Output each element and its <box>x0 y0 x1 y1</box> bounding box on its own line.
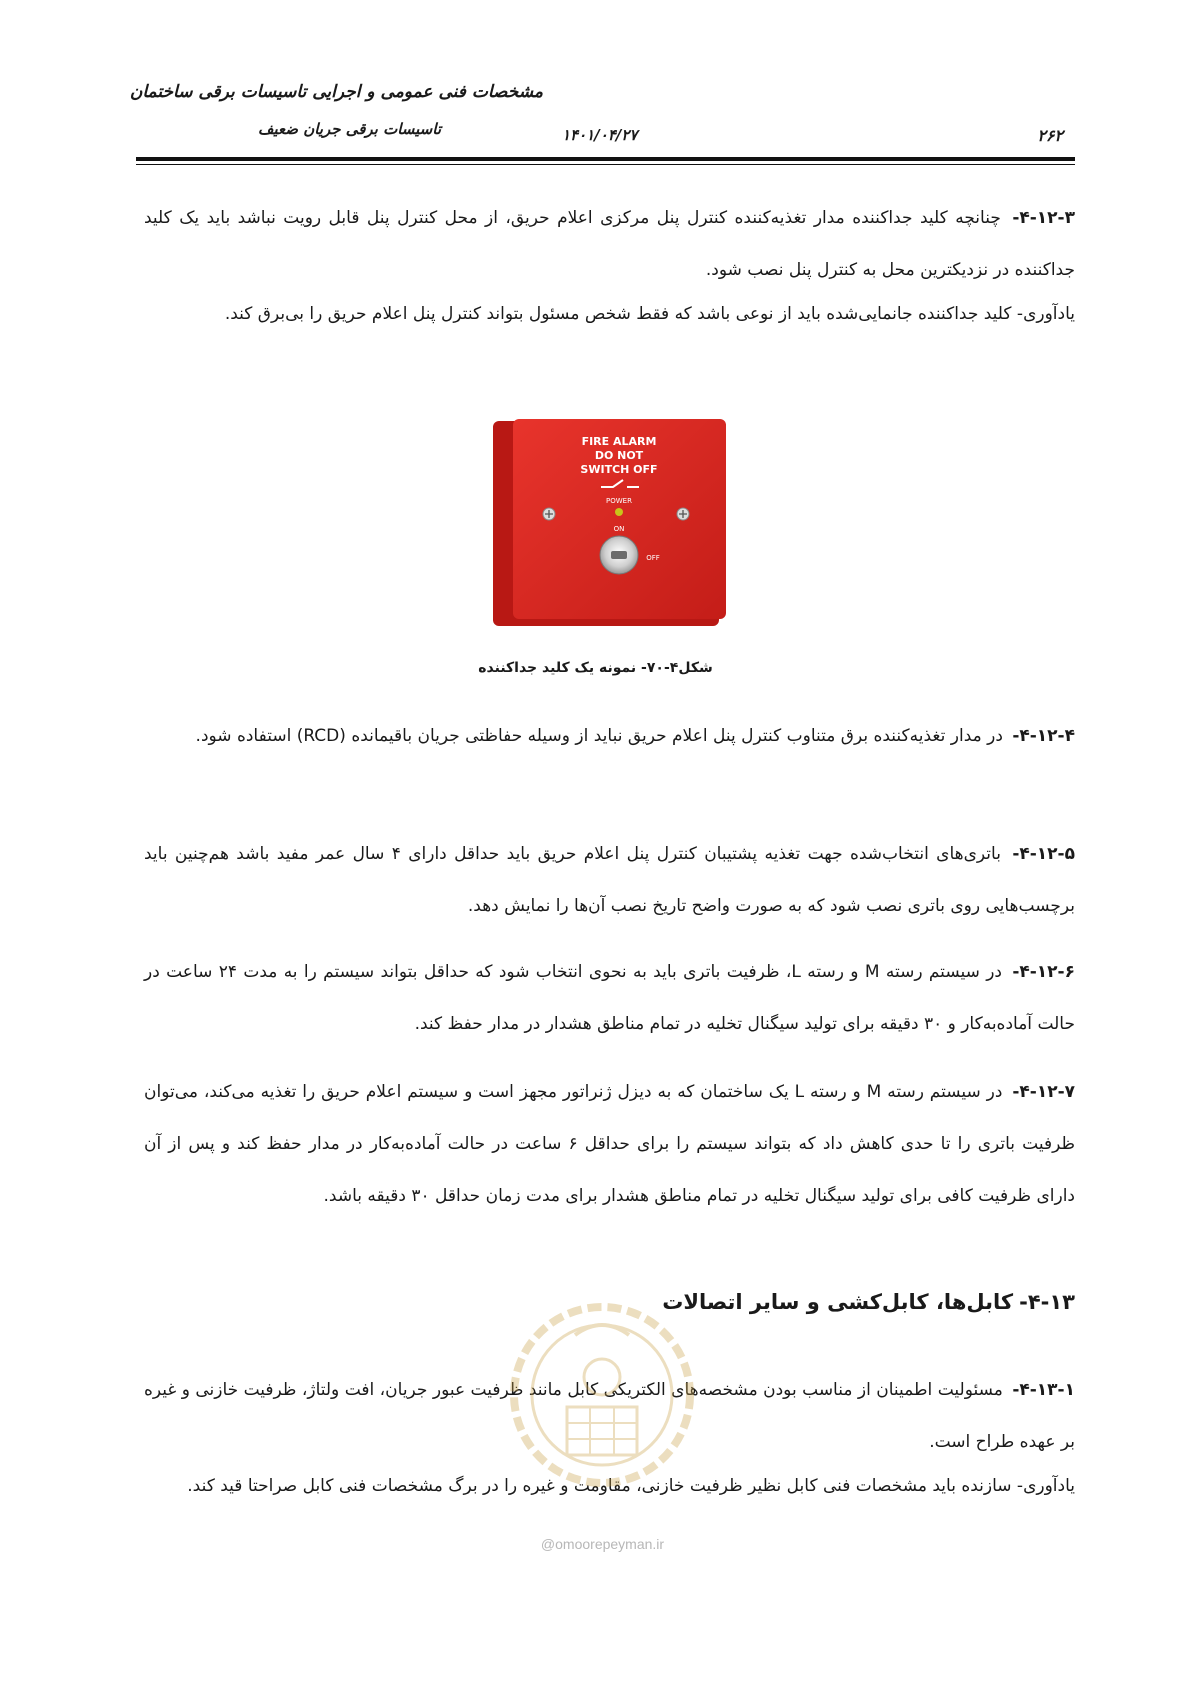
clause-text: در سیستم رسته M و رسته L، ظرفیت باتری باید به نحوی انتخاب شود که حداقل بتواند سیستم را به مدت ۲۴ ساعت در حالت آماده‌به‌کار و ۳۰ دقیقه برای تولید سیگنال تخلیه در تمام مناطق هشدار در مدار حفظ کند. <box>144 962 1075 1034</box>
isolator-switch-image <box>493 419 726 628</box>
label-line-3: SWITCH OFF <box>580 463 658 476</box>
section-title-text: کابل‌ها، کابل‌کشی و سایر اتصالات <box>662 1290 1014 1314</box>
watermark-url: @omoorepeyman.ir <box>540 1536 665 1552</box>
clause-number: ۴-۱۲-۷- <box>1012 1082 1076 1102</box>
header-date: ۱۴۰۱/۰۴/۲۷ <box>562 126 638 144</box>
header-rule-thin <box>136 164 1075 165</box>
header-rule-thick <box>136 157 1075 161</box>
clause-number: ۴-۱۲-۳- <box>1012 208 1075 228</box>
clause-text: چنانچه کلید جداکننده مدار تغذیه‌کننده کنترل پنل مرکزی اعلام حریق، از محل کنترل پنل قابل رویت نباشد باید یک کلید جداکننده در نزدیکترین محل به کنترل پنل نصب شود. <box>144 208 1075 280</box>
power-label: POWER <box>606 497 632 505</box>
clause-text: مسئولیت اطمینان از مناسب بودن مشخصه‌های الکتریکی کابل مانند ظرفیت عبور جریان، افت ولتاژ، ظرفیت خازنی و غیره بر عهده طراح است. <box>144 1380 1075 1452</box>
header-title: مشخصات فنی عمومی و اجرایی تاسیسات برقی ساختمان <box>129 82 543 102</box>
header-subtitle: تاسیسات برقی جریان ضعیف <box>257 120 441 138</box>
clause-number: ۴-۱۳-۱- <box>1012 1380 1075 1400</box>
note-4-13-1 <box>144 1460 1075 1512</box>
on-label: ON <box>613 525 625 533</box>
paragraph-4-12-5 <box>144 828 1075 932</box>
label-line-1: FIRE ALARM <box>581 435 657 448</box>
paragraph-4-12-3 <box>144 192 1075 296</box>
paragraph-4-12-4 <box>144 710 1075 762</box>
note-text: یادآوری- کلید جداکننده جانمایی‌شده باید از نوعی باشد که فقط شخص مسئول بتواند کنترل پنل اعلام حریق را بی‌برق کند. <box>224 304 1075 324</box>
off-label: OFF <box>646 554 660 562</box>
section-number: ۴-۱۳- <box>1019 1290 1075 1314</box>
clause-number: ۴-۱۲-۴- <box>1012 726 1075 746</box>
paragraph-4-12-7 <box>144 1066 1075 1222</box>
paragraph-4-13-1 <box>144 1364 1075 1468</box>
note-4-12-3 <box>144 288 1075 340</box>
clause-number: ۴-۱۲-۵- <box>1012 844 1075 864</box>
section-heading <box>662 1290 1075 1314</box>
figure-caption: شکل۴-۷۰- نمونه یک کلید جداکننده <box>478 660 713 676</box>
power-led <box>615 508 623 516</box>
paragraph-4-12-6 <box>144 946 1075 1050</box>
clause-text: در مدار تغذیه‌کننده برق متناوب کنترل پنل اعلام حریق نباید از وسیله حفاظتی جریان باقیمانده (RCD) استفاده شود. <box>195 726 1009 746</box>
note-text: یادآوری- سازنده باید مشخصات فنی کابل نظیر ظرفیت خازنی، مقاومت و غیره را در برگ مشخصات فنی کابل صراحتا قید کند. <box>187 1476 1075 1496</box>
page-number: ۲۶۲ <box>1037 126 1063 145</box>
clause-text: در سیستم رسته M و رسته L یک ساختمان که به دیزل ژنراتور مجهز است و سیستم اعلام حریق را تغذیه می‌کند، می‌توان ظرفیت باتری را تا حدی کاهش داد که بتواند سیستم را برای حداقل ۶ ساعت در حالت آماده‌به‌کار در مدار حفظ کند و پس از آن دارای ظرفیت کافی برای تولید سیگنال تخلیه در تمام مناطق هشدار برای مدت زمان حداقل ۳۰ دقیقه باشد. <box>144 1082 1075 1206</box>
keyhole-icon <box>611 551 627 559</box>
clause-number: ۴-۱۲-۶- <box>1012 962 1075 982</box>
label-line-2: DO NOT <box>594 449 644 462</box>
clause-text: باتری‌های انتخاب‌شده جهت تغذیه پشتیبان کنترل پنل اعلام حریق باید حداقل دارای ۴ سال عمر مفید باشد هم‌چنین باید برچسب‌هایی روی باتری نصب شود که به صورت واضح تاریخ نصب آن‌ها را نمایش دهد. <box>144 844 1075 916</box>
